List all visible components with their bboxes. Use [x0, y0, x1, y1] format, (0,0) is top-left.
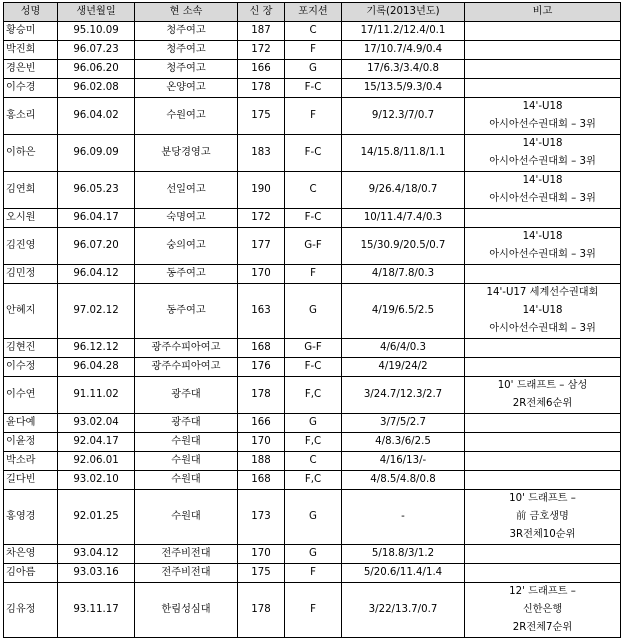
record-2013: 4/19/6.5/2.5: [342, 284, 465, 339]
record-2013: 17/11.2/12.4/0.1: [342, 22, 465, 41]
table-row: [4, 79, 621, 98]
record-2013: 5/20.6/11.4/1.4: [342, 564, 465, 583]
birth-date: 96.07.23: [58, 41, 135, 60]
record-2013: 5/18.8/3/1.2: [342, 545, 465, 564]
player-position: C: [285, 172, 342, 209]
current-team: 분당경영고: [135, 135, 238, 172]
record-2013: 14/15.8/11.8/1.1: [342, 135, 465, 172]
player-height: 176: [238, 358, 285, 377]
table-row: [4, 545, 621, 564]
record-2013: 3/22/13.7/0.7: [342, 583, 465, 638]
birth-date: 96.02.08: [58, 79, 135, 98]
birth-date: 91.11.02: [58, 377, 135, 414]
player-name: 김진영: [4, 228, 58, 265]
player-position: F: [285, 564, 342, 583]
table-row: [4, 377, 621, 414]
player-name: 황승미: [4, 22, 58, 41]
current-team: 청주여고: [135, 22, 238, 41]
player-position: G-F: [285, 339, 342, 358]
player-position: G: [285, 60, 342, 79]
birth-date: 96.12.12: [58, 339, 135, 358]
current-team: 한림성심대: [135, 583, 238, 638]
player-height: 170: [238, 545, 285, 564]
table-row: [4, 358, 621, 377]
player-height: 163: [238, 284, 285, 339]
birth-date: 96.04.12: [58, 265, 135, 284]
player-name: 차은영: [4, 545, 58, 564]
player-position: G: [285, 284, 342, 339]
current-team: 광주수피아여고: [135, 358, 238, 377]
player-position: F: [285, 583, 342, 638]
player-name: 김현진: [4, 339, 58, 358]
note: [465, 79, 621, 98]
note: [465, 433, 621, 452]
current-team: 동주여고: [135, 265, 238, 284]
table-row: [4, 172, 621, 209]
table-row: [4, 135, 621, 172]
col-header-record: 기록(2013년도): [342, 3, 465, 22]
player-height: 177: [238, 228, 285, 265]
note: 14'-U18 아시아선수권대회 – 3위: [465, 98, 621, 135]
record-2013: 10/11.4/7.4/0.3: [342, 209, 465, 228]
note: 14'-U17 세계선수권대회 14'-U18 아시아선수권대회 – 3위: [465, 284, 621, 339]
player-name: 이수정: [4, 358, 58, 377]
current-team: 광주수피아여고: [135, 339, 238, 358]
current-team: 수원대: [135, 471, 238, 490]
note: [465, 414, 621, 433]
player-name: 김민정: [4, 265, 58, 284]
note: 14'-U18 아시아선수권대회 – 3위: [465, 228, 621, 265]
birth-date: 92.06.01: [58, 452, 135, 471]
birth-date: 96.07.20: [58, 228, 135, 265]
player-position: G: [285, 414, 342, 433]
player-position: F: [285, 41, 342, 60]
current-team: 수원대: [135, 452, 238, 471]
birth-date: 92.04.17: [58, 433, 135, 452]
current-team: 온양여고: [135, 79, 238, 98]
player-name: 김유정: [4, 583, 58, 638]
player-position: G-F: [285, 228, 342, 265]
player-name: 이수연: [4, 377, 58, 414]
note: [465, 545, 621, 564]
player-name: 길다빈: [4, 471, 58, 490]
note: [465, 41, 621, 60]
birth-date: 96.04.28: [58, 358, 135, 377]
record-2013: 15/30.9/20.5/0.7: [342, 228, 465, 265]
player-height: 173: [238, 490, 285, 545]
table-row: [4, 209, 621, 228]
record-2013: 9/26.4/18/0.7: [342, 172, 465, 209]
birth-date: 93.04.12: [58, 545, 135, 564]
table-row: [4, 41, 621, 60]
table-row: [4, 564, 621, 583]
player-height: 178: [238, 583, 285, 638]
col-header-note: 비고: [465, 3, 621, 22]
player-name: 홍영경: [4, 490, 58, 545]
col-header-team: 현 소속: [135, 3, 238, 22]
note: 10' 드래프트 – 삼성 2R전체6순위: [465, 377, 621, 414]
record-2013: 4/19/24/2: [342, 358, 465, 377]
player-name: 박소라: [4, 452, 58, 471]
current-team: 숙명여고: [135, 209, 238, 228]
col-header-position: 포지션: [285, 3, 342, 22]
record-2013: 4/8.3/6/2.5: [342, 433, 465, 452]
record-2013: -: [342, 490, 465, 545]
player-name: 홍소리: [4, 98, 58, 135]
table-row: [4, 433, 621, 452]
player-height: 166: [238, 60, 285, 79]
player-position: F-C: [285, 209, 342, 228]
player-name: 이하은: [4, 135, 58, 172]
note: [465, 471, 621, 490]
current-team: 전주비전대: [135, 545, 238, 564]
note: 14'-U18 아시아선수권대회 – 3위: [465, 172, 621, 209]
table-row: [4, 490, 621, 545]
birth-date: 93.11.17: [58, 583, 135, 638]
player-position: G: [285, 545, 342, 564]
current-team: 수원대: [135, 433, 238, 452]
current-team: 선일여고: [135, 172, 238, 209]
player-position: F-C: [285, 135, 342, 172]
birth-date: 96.06.20: [58, 60, 135, 79]
birth-date: 96.04.17: [58, 209, 135, 228]
player-name: 박진희: [4, 41, 58, 60]
player-height: 188: [238, 452, 285, 471]
player-position: F-C: [285, 79, 342, 98]
col-header-height: 신 장: [238, 3, 285, 22]
record-2013: 4/18/7.8/0.3: [342, 265, 465, 284]
current-team: 청주여고: [135, 41, 238, 60]
player-position: F,C: [285, 433, 342, 452]
birth-date: 92.01.25: [58, 490, 135, 545]
note: [465, 339, 621, 358]
player-height: 175: [238, 564, 285, 583]
birth-date: 96.05.23: [58, 172, 135, 209]
player-height: 168: [238, 339, 285, 358]
player-position: G: [285, 490, 342, 545]
current-team: 광주대: [135, 414, 238, 433]
record-2013: 4/8.5/4.8/0.8: [342, 471, 465, 490]
birth-date: 93.02.10: [58, 471, 135, 490]
player-height: 170: [238, 433, 285, 452]
current-team: 수원여고: [135, 98, 238, 135]
table-row: [4, 265, 621, 284]
birth-date: 96.04.02: [58, 98, 135, 135]
player-name: 김아름: [4, 564, 58, 583]
note: 10' 드래프트 – 前 금호생명 3R전체10순위: [465, 490, 621, 545]
note: 14'-U18 아시아선수권대회 – 3위: [465, 135, 621, 172]
record-2013: 17/10.7/4.9/0.4: [342, 41, 465, 60]
player-position: F-C: [285, 358, 342, 377]
birth-date: 97.02.12: [58, 284, 135, 339]
table-row: [4, 471, 621, 490]
player-name: 경은빈: [4, 60, 58, 79]
col-header-birth: 생년월일: [58, 3, 135, 22]
record-2013: 17/6.3/3.4/0.8: [342, 60, 465, 79]
player-height: 166: [238, 414, 285, 433]
table-row: [4, 583, 621, 638]
current-team: 수원대: [135, 490, 238, 545]
table-row: [4, 284, 621, 339]
table-row: [4, 452, 621, 471]
player-name: 윤다예: [4, 414, 58, 433]
table-row: [4, 414, 621, 433]
player-name: 오시원: [4, 209, 58, 228]
birth-date: 95.10.09: [58, 22, 135, 41]
table-row: [4, 339, 621, 358]
player-name: 안혜지: [4, 284, 58, 339]
player-name: 이수경: [4, 79, 58, 98]
player-position: F,C: [285, 471, 342, 490]
current-team: 전주비전대: [135, 564, 238, 583]
player-height: 178: [238, 377, 285, 414]
player-height: 175: [238, 98, 285, 135]
player-name: 김연희: [4, 172, 58, 209]
player-position: F,C: [285, 377, 342, 414]
player-height: 170: [238, 265, 285, 284]
header-row: [4, 3, 621, 22]
player-table: [3, 2, 621, 638]
player-position: C: [285, 452, 342, 471]
note: [465, 358, 621, 377]
note: [465, 452, 621, 471]
note: [465, 60, 621, 79]
player-height: 187: [238, 22, 285, 41]
table-row: [4, 22, 621, 41]
player-height: 172: [238, 209, 285, 228]
note: [465, 265, 621, 284]
col-header-name: 성명: [4, 3, 58, 22]
player-position: F: [285, 265, 342, 284]
birth-date: 96.09.09: [58, 135, 135, 172]
note: [465, 564, 621, 583]
player-position: F: [285, 98, 342, 135]
current-team: 동주여고: [135, 284, 238, 339]
player-height: 168: [238, 471, 285, 490]
table-row: [4, 60, 621, 79]
note: [465, 209, 621, 228]
record-2013: 3/24.7/12.3/2.7: [342, 377, 465, 414]
player-position: C: [285, 22, 342, 41]
birth-date: 93.03.16: [58, 564, 135, 583]
current-team: 숭의여고: [135, 228, 238, 265]
player-height: 172: [238, 41, 285, 60]
record-2013: 3/7/5/2.7: [342, 414, 465, 433]
table-row: [4, 228, 621, 265]
player-height: 178: [238, 79, 285, 98]
record-2013: 15/13.5/9.3/0.4: [342, 79, 465, 98]
note: [465, 22, 621, 41]
player-name: 이윤정: [4, 433, 58, 452]
record-2013: 9/12.3/7/0.7: [342, 98, 465, 135]
record-2013: 4/6/4/0.3: [342, 339, 465, 358]
record-2013: 4/16/13/-: [342, 452, 465, 471]
note: 12' 드래프트 – 신한은행 2R전체7순위: [465, 583, 621, 638]
current-team: 청주여고: [135, 60, 238, 79]
player-height: 183: [238, 135, 285, 172]
current-team: 광주대: [135, 377, 238, 414]
birth-date: 93.02.04: [58, 414, 135, 433]
player-height: 190: [238, 172, 285, 209]
table-row: [4, 98, 621, 135]
